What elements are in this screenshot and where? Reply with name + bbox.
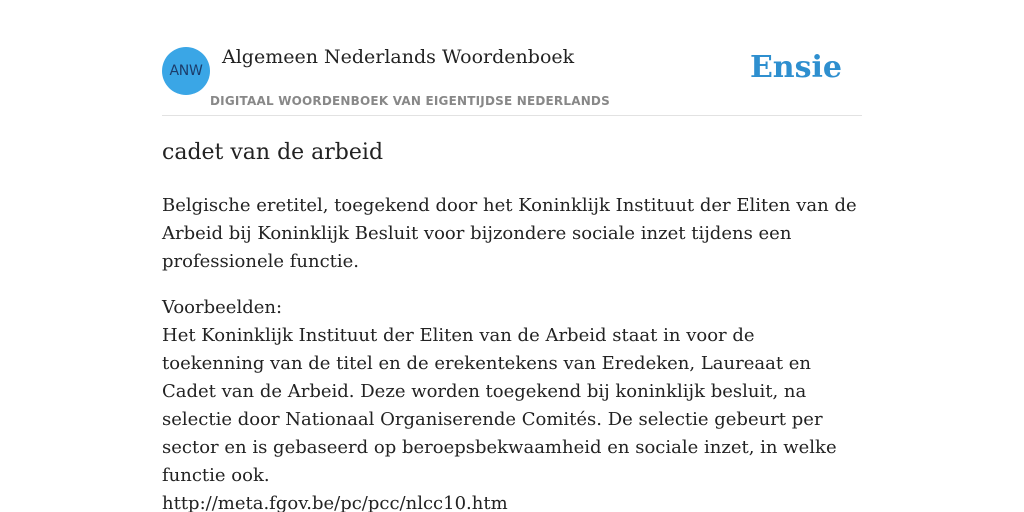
- examples-label: Voorbeelden:: [162, 297, 283, 318]
- site-title[interactable]: Algemeen Nederlands Woordenboek: [222, 46, 575, 68]
- entry-headword: cadet van de arbeid: [162, 140, 384, 165]
- example-source-url: http://meta.fgov.be/pc/pcc/nlcc10.htm: [162, 493, 508, 512]
- anw-logo-text: ANW: [169, 63, 203, 79]
- header-divider: [162, 115, 862, 116]
- anw-logo[interactable]: [162, 47, 210, 95]
- page: [162, 0, 862, 512]
- ensie-logo[interactable]: Ensie: [749, 50, 842, 85]
- example-text: Het Koninklijk Instituut der Eliten van de Arbeid staat in voor de toekenning van de titel en de erekentekens van Eredeken, Laureaat en Cadet van de Arbeid. Deze worden toegekend bij koninklijk besluit, na selectie door Nationaal Organiserende Comités. De selectie gebeurt per sector en is gebaseerd op beroepsbekwaamheid en sociale inzet, in welke functie ook.: [162, 325, 837, 486]
- entry-examples: [162, 294, 862, 512]
- entry-definition: Belgische eretitel, toegekend door het Koninklijk Instituut der Eliten van de Arbeid bij Koninklijk Besluit voor bijzondere sociale inzet tijdens een professionele functie.: [162, 195, 857, 272]
- site-subtitle: DIGITAAL WOORDENBOEK VAN EIGENTIJDSE NEDERLANDS: [210, 94, 610, 108]
